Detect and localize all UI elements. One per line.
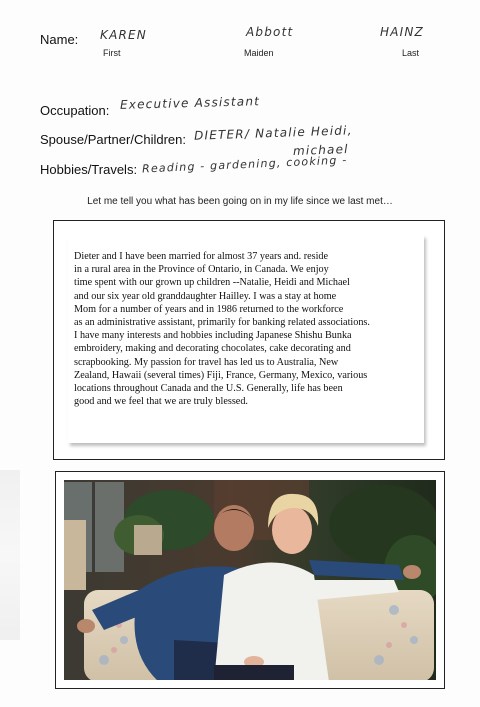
couple-photo-illustration <box>64 480 436 680</box>
letter-box <box>53 220 445 460</box>
spouse-value: DIETER/ Natalie Heidi, <box>193 123 353 143</box>
last-caption: Last <box>402 48 420 58</box>
occupation-value: Executive Assistant <box>119 94 261 112</box>
letter-text <box>74 250 434 408</box>
maiden-caption: Maiden <box>244 48 274 58</box>
spouse-value-continued: michael <box>292 142 349 158</box>
letter-line: Mom for a number of years and in 1986 returned to the workforce <box>74 303 344 315</box>
couple-photo <box>64 480 436 680</box>
maiden-name-value: Abbott <box>246 25 294 39</box>
spouse-label: Spouse/Partner/Children: <box>40 132 186 147</box>
letter-line: in a rural area in the Province of Ontario, in Canada. We enjoy <box>74 264 329 276</box>
letter-line: scrapbooking. My passion for travel has led us to Australia, New <box>74 356 339 368</box>
last-name-value: HAINZ <box>380 25 424 39</box>
letter-line: locations throughout Canada and the U.S. Generally, life has been <box>74 383 343 395</box>
letter-line: Dieter and I have been married for almost 37 years and. reside <box>74 251 329 262</box>
letter-line: embroidery, making and decorating chocolates, cake decorating and <box>74 343 351 355</box>
letter-line: I have many interests and hobbies including Japanese Shishu Bunka <box>74 330 352 342</box>
letter-line: time spent with our grown up children --Natalie, Heidi and Michael <box>74 277 350 289</box>
hobbies-value: Reading - gardening, cooking - <box>141 153 348 176</box>
photo-box <box>55 471 445 689</box>
name-label: Name: <box>40 32 79 47</box>
hobbies-label: Hobbies/Travels: <box>40 162 138 177</box>
first-name-value: KAREN <box>100 28 147 42</box>
letter-line: as an administrative assistant, primarily for banking related associations. <box>74 317 370 329</box>
page-edge-shadow <box>0 470 20 640</box>
letter-line: good and we feel that we are truly blessed. <box>74 396 248 408</box>
intro-text: Let me tell you what has been going on in my life since we last met… <box>87 196 393 207</box>
letter-line: Zealand, Hawaii (several times) Fiji, France, Germany, Mexico, various <box>74 369 368 381</box>
letter-line: and our six year old granddaughter Hailley. I was a stay at home <box>74 290 337 302</box>
occupation-label: Occupation: <box>40 103 110 118</box>
first-caption: First <box>103 48 121 58</box>
